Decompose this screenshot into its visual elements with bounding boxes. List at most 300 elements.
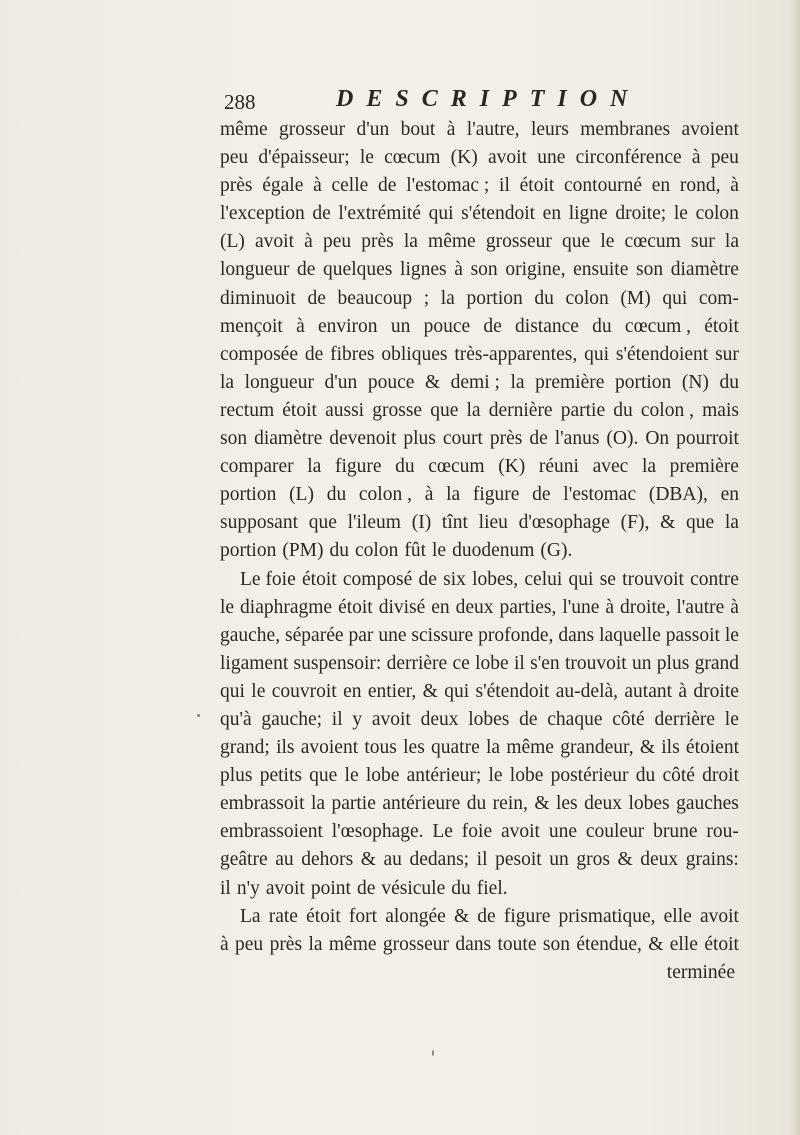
word: colon , — [640, 399, 694, 421]
word: Le — [432, 821, 453, 843]
word: lignes — [400, 259, 447, 281]
word: (L) — [289, 484, 314, 506]
word: peu — [322, 231, 352, 253]
word: brune — [653, 821, 698, 843]
word: de — [519, 708, 538, 730]
word: gauche; — [261, 708, 323, 730]
word: qui — [444, 680, 470, 702]
word: grains: — [685, 849, 739, 871]
word: ce — [452, 652, 470, 674]
word: duodenum — [452, 540, 535, 562]
word: la — [308, 933, 323, 955]
word: l'estomac ; — [406, 175, 490, 197]
word: Le foie — [240, 568, 296, 590]
word: fibres — [330, 343, 375, 365]
word: couleur — [585, 821, 645, 843]
word: pouce — [423, 315, 471, 337]
word: à — [296, 315, 305, 337]
word: devenoit — [329, 428, 397, 450]
word: l'extrémité — [338, 203, 421, 225]
word: derrière — [386, 652, 448, 674]
word: avoient — [681, 119, 739, 140]
word: le — [251, 680, 266, 702]
page-header — [224, 86, 641, 120]
word: réuni — [538, 456, 579, 478]
word: son — [542, 933, 570, 955]
word: court — [442, 428, 483, 450]
word: sur — [690, 231, 715, 253]
text-line — [220, 875, 739, 903]
text-line — [220, 762, 739, 790]
word: étoit — [282, 399, 317, 421]
word: du — [466, 793, 487, 815]
word: entier, — [367, 680, 417, 702]
word: il — [220, 877, 231, 899]
text-line — [220, 566, 739, 594]
word: gros — [576, 849, 610, 871]
word: il — [476, 849, 488, 871]
word: droite, — [620, 596, 671, 618]
word: au — [275, 849, 294, 871]
word: de — [312, 203, 331, 225]
word: n'y — [236, 877, 260, 899]
word: le — [673, 203, 688, 225]
word: com- — [698, 287, 739, 309]
word: un — [549, 849, 569, 871]
word: pourroit — [676, 428, 739, 450]
word: (PM) — [282, 540, 324, 562]
word: (DBA), — [648, 484, 708, 506]
text-line — [220, 425, 739, 453]
text-line — [220, 931, 739, 959]
word: même — [506, 737, 554, 759]
word: plus — [220, 765, 253, 787]
word: du — [719, 371, 739, 393]
word: à — [730, 175, 739, 197]
word: portion — [220, 484, 277, 506]
word: séparée — [285, 624, 344, 646]
word: (N) — [681, 371, 709, 393]
word: deux — [455, 596, 494, 618]
word: à — [730, 596, 739, 618]
word: qui — [568, 568, 594, 590]
word: le — [600, 231, 615, 253]
word: (G). — [540, 540, 573, 562]
word: par — [348, 624, 374, 646]
word: demi ; — [450, 371, 500, 393]
word: le — [359, 147, 374, 169]
word: foie — [461, 821, 493, 843]
word: de — [477, 905, 496, 927]
word: comparer — [220, 456, 294, 478]
word: plus — [656, 652, 690, 674]
word: supposant — [220, 512, 298, 534]
word: laquelle — [599, 624, 661, 646]
word: antérieure — [382, 793, 461, 815]
word: & — [660, 512, 676, 534]
word: rectum — [220, 399, 275, 421]
text-line — [220, 650, 739, 678]
word: derrière — [654, 708, 716, 730]
word: peu — [235, 933, 264, 955]
word: au — [383, 849, 402, 871]
word: même — [428, 231, 476, 253]
word: l'anus — [554, 428, 600, 450]
word: trouvoit — [622, 568, 684, 590]
word: du — [451, 877, 471, 899]
word: chaque — [547, 708, 603, 730]
word: figure — [503, 905, 551, 927]
word: leurs — [530, 119, 569, 140]
word: une — [548, 821, 577, 843]
word: divisé — [378, 596, 426, 618]
word: ; — [423, 287, 430, 309]
word: embrassoient — [220, 821, 323, 843]
text-line — [220, 116, 739, 144]
word: lobes — [468, 708, 510, 730]
word: côté — [662, 765, 695, 787]
word: celle — [331, 175, 369, 197]
word: en — [542, 203, 562, 225]
word: la — [310, 793, 326, 815]
word: étoit — [338, 596, 373, 618]
word: & — [639, 737, 656, 759]
word: (O). — [606, 428, 639, 450]
word: le — [220, 596, 235, 618]
word: du — [613, 399, 633, 421]
word: toute — [497, 933, 537, 955]
word: s'étendoit — [475, 680, 550, 702]
word: du — [635, 765, 656, 787]
word: l'une — [562, 596, 600, 618]
word: qui — [220, 680, 245, 702]
word: (M) — [620, 287, 651, 309]
word: en — [651, 175, 671, 197]
word: portion — [614, 371, 672, 393]
word: rein, — [492, 793, 528, 815]
word: ils — [276, 737, 295, 759]
word: prismatique, — [558, 905, 656, 927]
word: dehors — [301, 849, 354, 871]
word: de — [532, 484, 551, 506]
word: la — [510, 371, 525, 393]
word: ligne — [568, 203, 608, 225]
word: grosseur — [382, 933, 449, 955]
word: alongée — [385, 905, 446, 927]
word: de — [356, 877, 376, 899]
text-line — [220, 228, 739, 256]
word: qui — [584, 343, 610, 365]
word: première — [535, 371, 605, 393]
word: longueur — [220, 259, 290, 281]
word: d'œsophage — [518, 512, 610, 534]
word: droite; — [615, 203, 667, 225]
word: & — [648, 933, 664, 955]
word: le — [344, 765, 359, 787]
word: suspensoir: — [293, 652, 382, 674]
word: & — [617, 849, 633, 871]
catchword: terminée — [666, 961, 735, 983]
word: un — [631, 652, 652, 674]
word: près — [489, 428, 523, 450]
text-line — [220, 790, 739, 818]
word: étendue, — [576, 933, 642, 955]
word: que — [686, 512, 715, 534]
word: embrassoit — [220, 793, 305, 815]
word: au-delà, — [555, 680, 619, 702]
word: que — [430, 399, 459, 421]
word: elle — [669, 933, 698, 955]
word: vésicule — [381, 877, 446, 899]
text-line — [220, 818, 739, 846]
text-line — [220, 397, 739, 425]
word: avoient — [300, 737, 359, 759]
word: postérieur — [550, 765, 629, 787]
body-text — [220, 116, 739, 987]
text-line — [220, 734, 739, 762]
word: colon , — [358, 484, 412, 506]
word: rate — [268, 905, 298, 927]
word: lobe — [475, 652, 509, 674]
word: près — [361, 231, 394, 253]
word: grosseur — [485, 231, 552, 253]
text-line — [220, 509, 739, 537]
word: cœcum — [624, 231, 681, 253]
word: ils — [661, 737, 680, 759]
word: l'autre, — [466, 119, 520, 140]
word: étoit — [306, 905, 341, 927]
word: la — [307, 456, 322, 478]
word: environ — [317, 315, 378, 337]
word: colon — [695, 203, 739, 225]
word: deux — [640, 849, 679, 871]
word: y — [352, 708, 363, 730]
word: gauches — [676, 793, 739, 815]
word: point — [310, 877, 351, 899]
word: à — [605, 596, 615, 618]
word: circonférence — [575, 147, 682, 169]
word: du — [329, 540, 350, 562]
page-number: 288 — [224, 90, 256, 114]
word: à — [424, 484, 434, 506]
word: pouce — [367, 371, 415, 393]
word: la — [724, 231, 739, 253]
word: avoit — [371, 708, 411, 730]
word: étoit — [519, 175, 555, 197]
word: le — [724, 624, 739, 646]
word: il — [331, 708, 343, 730]
word: son — [470, 259, 498, 281]
word: près — [269, 933, 303, 955]
word: gauche, — [220, 624, 281, 646]
word: la — [724, 512, 739, 534]
text-line — [220, 313, 739, 341]
word: à — [313, 175, 322, 197]
word: six — [443, 568, 466, 590]
word: la — [403, 231, 418, 253]
word: composée — [220, 343, 298, 365]
word: plus — [403, 428, 436, 450]
word: composé — [342, 568, 413, 590]
word: droite — [693, 680, 739, 702]
word: de — [296, 259, 316, 281]
word: la — [440, 287, 455, 309]
word: l'œsophage. — [331, 821, 424, 843]
word: longueur — [244, 371, 314, 393]
word: du — [326, 484, 347, 506]
word: avoit — [699, 905, 739, 927]
word: trouvoit — [564, 652, 627, 674]
word: qu'à — [220, 708, 252, 730]
word: La — [240, 905, 261, 927]
word: avoit — [265, 877, 305, 899]
text-line — [220, 285, 739, 313]
word: du — [534, 287, 554, 309]
word: les — [555, 793, 578, 815]
word: contourné — [564, 175, 643, 197]
word: diaphragme — [240, 596, 333, 618]
word: partie — [560, 399, 606, 421]
running-title: DESCRIPTION — [336, 86, 641, 112]
word: lobes — [628, 793, 670, 815]
word: figure — [472, 484, 520, 506]
ink-speck — [432, 1050, 434, 1056]
word: de — [418, 568, 437, 590]
word: en — [431, 596, 450, 618]
word: qui — [662, 287, 688, 309]
word: d'épaisseur; — [258, 147, 350, 169]
text-line — [220, 594, 739, 622]
word: près — [220, 175, 253, 197]
word: du — [395, 456, 415, 478]
word: la — [446, 484, 461, 506]
word: scissure — [411, 624, 474, 646]
word: il — [499, 175, 510, 197]
word: fût — [404, 540, 427, 562]
word: de — [378, 175, 397, 197]
word: le — [488, 765, 503, 787]
word: origine, — [505, 259, 566, 281]
text-line — [220, 678, 739, 706]
word: lobe — [365, 765, 400, 787]
word: s'étendoit — [461, 203, 536, 225]
word: du — [592, 315, 612, 337]
word: égale — [262, 175, 304, 197]
text-line — [220, 537, 739, 565]
word: ensuite — [573, 259, 629, 281]
word: une — [378, 624, 407, 646]
word: à — [304, 231, 313, 253]
word: avoit — [487, 147, 527, 169]
word: distance — [515, 315, 579, 337]
word: en — [720, 484, 739, 506]
word: quelques — [323, 259, 393, 281]
text-line — [220, 903, 739, 931]
word: (I) — [411, 512, 432, 534]
word: dedans; — [409, 849, 470, 871]
word: l'autre — [676, 596, 725, 618]
text-line — [220, 172, 739, 200]
word: l'exception — [220, 203, 305, 225]
word: partie — [331, 793, 376, 815]
word: diamètre — [670, 259, 739, 281]
word: grand; — [220, 737, 270, 759]
word: étoit — [302, 568, 337, 590]
word: deux — [420, 708, 459, 730]
word: en — [343, 680, 362, 702]
text-line — [220, 706, 739, 734]
word: contre — [690, 568, 739, 590]
word: la — [641, 456, 657, 478]
word: très-apparentes, — [454, 343, 578, 365]
word: grandeur, — [560, 737, 634, 759]
text-line — [220, 453, 739, 481]
word: fort — [348, 905, 378, 927]
word: à — [454, 259, 463, 281]
word: avoit — [500, 821, 540, 843]
word: couvroit — [271, 680, 337, 702]
word: le — [724, 708, 739, 730]
word: mais — [702, 399, 739, 421]
word: grand — [694, 652, 739, 674]
word: cœcum , — [624, 315, 691, 337]
word: de — [483, 315, 502, 337]
word: diminuoit — [220, 287, 296, 309]
word: quatre — [431, 737, 480, 759]
word: grosse — [372, 399, 423, 421]
word: rond, — [679, 175, 721, 197]
word: étoit — [704, 315, 739, 337]
word: beaucoup — [337, 287, 413, 309]
word: à — [446, 119, 456, 140]
word: la — [466, 399, 481, 421]
text-line — [220, 622, 739, 650]
word: dernière — [488, 399, 553, 421]
word: (L) — [220, 231, 245, 253]
word: dans — [558, 624, 595, 646]
word: que — [562, 231, 591, 253]
word: & — [453, 905, 470, 927]
word: la — [220, 371, 235, 393]
word: aussi — [325, 399, 365, 421]
word: diamètre — [254, 428, 323, 450]
word: colon — [565, 287, 609, 309]
word: l'estomac — [563, 484, 637, 506]
word: qui — [428, 203, 454, 225]
word: avoit — [255, 231, 295, 253]
word: étoient — [685, 737, 739, 759]
word: il — [513, 652, 525, 674]
word: bout — [400, 119, 436, 140]
word: geâtre — [220, 849, 268, 871]
word: avec — [592, 456, 629, 478]
word: côté — [612, 708, 645, 730]
word: ligament — [220, 652, 289, 674]
word: & — [424, 371, 441, 393]
word: tous — [364, 737, 397, 759]
word: (K) — [450, 147, 478, 169]
text-line — [220, 846, 739, 874]
word: première — [669, 456, 739, 478]
word: le — [432, 540, 447, 562]
text-line — [220, 369, 739, 397]
word: même — [220, 119, 268, 140]
word: son — [636, 259, 664, 281]
word: elle — [663, 905, 692, 927]
word: pesoit — [495, 849, 542, 871]
word: parties, — [499, 596, 557, 618]
word: droit — [702, 765, 739, 787]
